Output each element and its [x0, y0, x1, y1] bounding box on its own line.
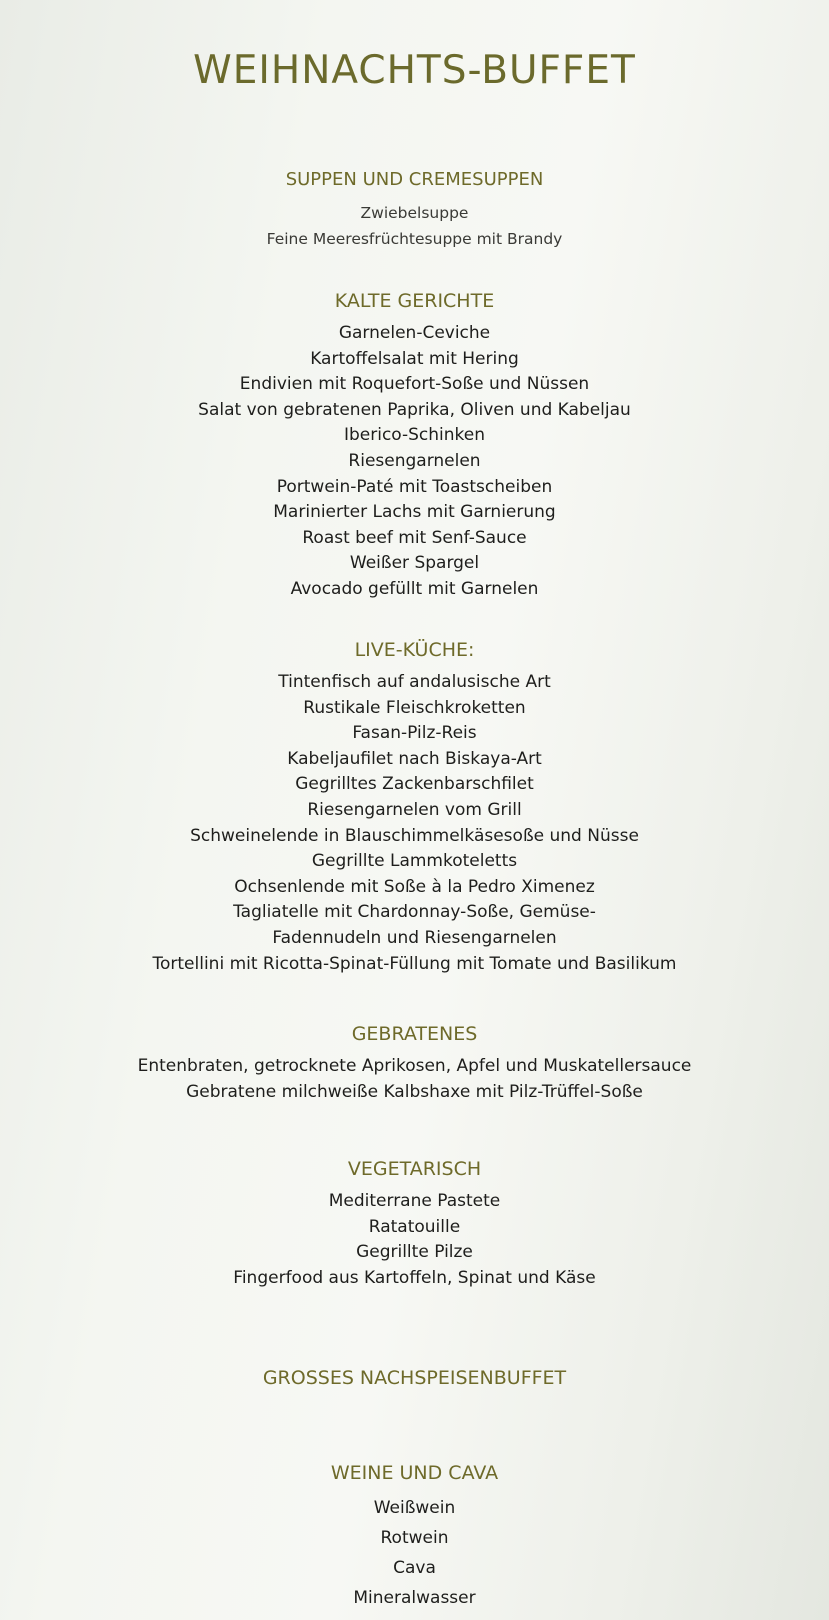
item-list — [0, 321, 829, 603]
menu-item: Schweinelende in Blauschimmelkäsesoße und Nüsse — [190, 825, 639, 846]
menu-item: Kabeljaufilet nach Biskaya-Art — [287, 748, 542, 769]
menu-item: Rotwein — [380, 1528, 449, 1548]
section-heading: SUPPEN UND CREMESUPPEN — [285, 169, 544, 190]
menu-item: Gegrillte Pilze — [356, 1242, 473, 1263]
section-soups — [0, 166, 829, 252]
section-wines — [0, 1459, 829, 1613]
menu-item: Rustikale Fleischkroketten — [303, 697, 526, 718]
menu-item: Mineralwasser — [353, 1588, 476, 1608]
menu-item: Avocado gefüllt mit Garnelen — [290, 578, 539, 599]
menu-item: Riesengarnelen vom Grill — [307, 799, 522, 820]
menu-item: Cava — [393, 1558, 436, 1578]
menu-item: Entenbraten, getrocknete Aprikosen, Apfel und Muskatellersauce — [137, 1056, 692, 1076]
menu-item: Feine Meeresfrüchtesuppe mit Brandy — [266, 230, 563, 248]
menu-item: Gebratene milchweiße Kalbshaxe mit Pilz-Trüffel-Soße — [186, 1081, 643, 1102]
item-list — [0, 1054, 829, 1105]
menu-item: Iberico-Schinken — [343, 425, 486, 446]
menu-item: Weißer Spargel — [349, 553, 480, 574]
section-vegetarian — [0, 1155, 829, 1291]
menu-item: Endivien mit Roquefort-Soße und Nüssen — [239, 374, 590, 395]
menu-item: Weißwein — [373, 1498, 456, 1518]
menu-item: Fasan-Pilz-Reis — [352, 723, 477, 744]
section-heading: GEBRATENES — [351, 1023, 478, 1045]
section-live-kitchen — [0, 636, 829, 977]
menu-item: Fingerfood aus Kartoffeln, Spinat und Käse — [233, 1267, 596, 1288]
menu-item: Tintenfisch auf andalusische Art — [278, 672, 551, 692]
item-list — [0, 670, 829, 977]
section-heading: GROSSES NACHSPEISENBUFFET — [262, 1367, 567, 1389]
menu-item: Garnelen-Ceviche — [338, 323, 491, 343]
section-heading: VEGETARISCH — [347, 1158, 482, 1180]
section-desserts — [0, 1364, 829, 1398]
menu-item: Portwein-Paté mit Toastscheiben — [276, 476, 553, 497]
item-list — [0, 1189, 829, 1291]
menu-item: Tortellini mit Ricotta-Spinat-Füllung mit Tomate und Basilikum — [152, 953, 677, 974]
item-list — [0, 1493, 829, 1613]
menu-item: Ochsenlende mit Soße à la Pedro Ximenez — [234, 876, 595, 897]
menu-item: Riesengarnelen — [348, 450, 481, 471]
section-cold-dishes — [0, 287, 829, 603]
item-list — [0, 200, 829, 252]
menu-item: Kartoffelsalat mit Hering — [310, 348, 519, 369]
menu-item: Marinierter Lachs mit Garnierung — [273, 502, 556, 523]
section-heading: LIVE-KÜCHE: — [354, 639, 475, 661]
menu-item: Zwiebelsuppe — [360, 204, 469, 222]
menu-item: Gegrilltes Zackenbarschfilet — [295, 774, 534, 795]
menu-item: Salat von gebratenen Paprika, Oliven und Kabeljau — [198, 399, 631, 420]
menu-item: Tagliatelle mit Chardonnay-Soße, Gemüse- — [233, 902, 596, 923]
menu-item: Roast beef mit Senf-Sauce — [302, 527, 527, 548]
section-roasts — [0, 1020, 829, 1105]
menu-item: Gegrillte Lammkoteletts — [311, 851, 518, 872]
menu-title: WEIHNACHTS-BUFFET — [193, 48, 636, 93]
menu-item: Ratatouille — [368, 1216, 461, 1237]
section-heading: KALTE GERICHTE — [334, 290, 495, 312]
menu-item: Mediterrane Pastete — [328, 1191, 501, 1211]
section-heading: WEINE UND CAVA — [330, 1462, 499, 1484]
menu-item: Fadennudeln und Riesengarnelen — [272, 927, 557, 948]
